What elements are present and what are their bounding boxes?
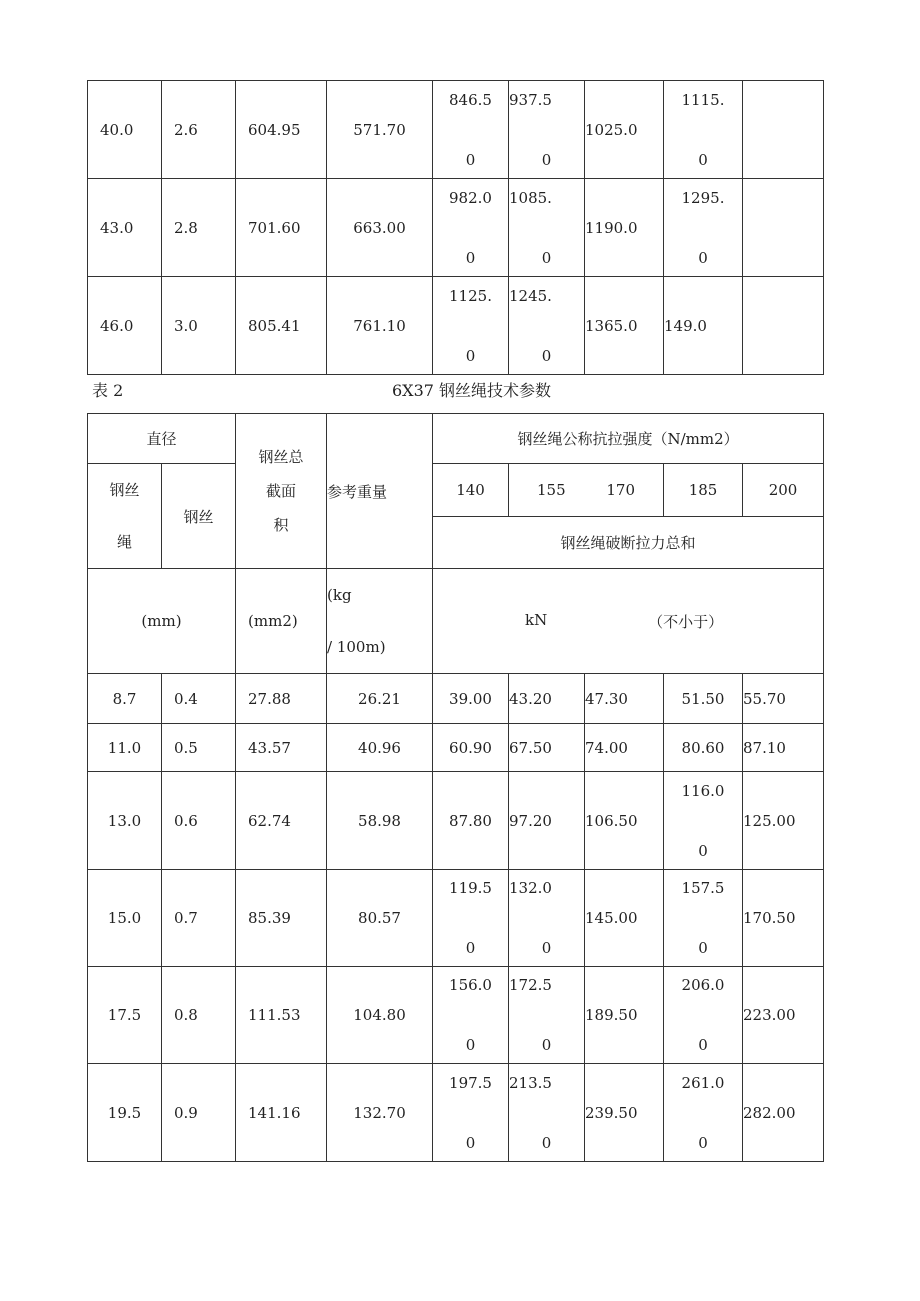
cell-weight: 40.96 [327, 724, 433, 772]
cell-strength-2: 1085. 0 [509, 179, 585, 277]
cell-weight: 58.98 [327, 772, 433, 870]
cell-diameter: 43.0 [88, 179, 162, 277]
table-row [88, 81, 824, 179]
cell-wire: 2.6 [162, 81, 236, 179]
table-continuation [87, 80, 824, 375]
table-row [88, 674, 824, 724]
cell-strength-3: 74.00 [585, 724, 664, 772]
header-weight: 参考重量 [327, 414, 433, 569]
cell-diameter: 15.0 [88, 870, 162, 967]
cell-strength-5: 87.10 [743, 724, 824, 772]
cell-strength-4: 1295. 0 [664, 179, 743, 277]
cell-strength-1: 197.5 0 [433, 1064, 509, 1162]
cell-diameter: 8.7 [88, 674, 162, 724]
header-row [88, 414, 824, 464]
cell-strength-2: 67.50 [509, 724, 585, 772]
cell-strength-1: 156.0 0 [433, 967, 509, 1064]
cell-area: 62.74 [236, 772, 327, 870]
cell-strength-4: 116.0 0 [664, 772, 743, 870]
cell-strength-2: 1245. 0 [509, 277, 585, 375]
cell-strength-4: 157.5 0 [664, 870, 743, 967]
header-grade-155-170: 155 170 [509, 464, 664, 517]
table-row [88, 870, 824, 967]
cell-strength-1: 846.5 0 [433, 81, 509, 179]
unit-weight: (kg / 100m) [327, 569, 433, 674]
cell-weight: 132.70 [327, 1064, 433, 1162]
table-row [88, 724, 824, 772]
unit-area: (mm2) [236, 569, 327, 674]
cell-strength-2: 43.20 [509, 674, 585, 724]
cell-strength-3: 239.50 [585, 1064, 664, 1162]
cell-strength-5: 223.00 [743, 967, 824, 1064]
cell-area: 27.88 [236, 674, 327, 724]
cell-strength-2: 213.5 0 [509, 1064, 585, 1162]
cell-weight: 104.80 [327, 967, 433, 1064]
header-row [88, 464, 824, 517]
cell-area: 141.16 [236, 1064, 327, 1162]
table-row [88, 277, 824, 375]
cell-wire: 3.0 [162, 277, 236, 375]
table-title: 6X37 钢丝绳技术参数 [392, 381, 552, 400]
cell-strength-1: 1125. 0 [433, 277, 509, 375]
cell-strength-4: 261.0 0 [664, 1064, 743, 1162]
cell-strength-1: 87.80 [433, 772, 509, 870]
header-grade-200: 200 [743, 464, 824, 517]
header-breaking-force: 钢丝绳破断拉力总和 [433, 516, 824, 569]
unit-force: kN （不小于） [433, 569, 824, 674]
header-grade-185: 185 [664, 464, 743, 517]
units-row [88, 569, 824, 674]
table-row [88, 967, 824, 1064]
unit-mm: (mm) [88, 569, 236, 674]
cell-area: 85.39 [236, 870, 327, 967]
cell-strength-5: 55.70 [743, 674, 824, 724]
header-strength: 钢丝绳公称抗拉强度（N/mm2） [433, 414, 824, 464]
cell-strength-3: 106.50 [585, 772, 664, 870]
cell-strength-3: 1365.0 [585, 277, 664, 375]
cell-strength-5 [743, 277, 824, 375]
cell-wire: 2.8 [162, 179, 236, 277]
cell-weight: 26.21 [327, 674, 433, 724]
cell-diameter: 17.5 [88, 967, 162, 1064]
cell-weight: 761.10 [327, 277, 433, 375]
cell-area: 604.95 [236, 81, 327, 179]
cell-strength-3: 145.00 [585, 870, 664, 967]
table-row [88, 772, 824, 870]
cell-strength-4: 1115. 0 [664, 81, 743, 179]
cell-strength-2: 132.0 0 [509, 870, 585, 967]
table-caption [92, 378, 822, 400]
header-area: 钢丝总 截面 积 [236, 414, 327, 569]
cell-diameter: 11.0 [88, 724, 162, 772]
cell-weight: 663.00 [327, 179, 433, 277]
cell-strength-5: 170.50 [743, 870, 824, 967]
cell-wire: 0.9 [162, 1064, 236, 1162]
table-6x37-parameters [87, 413, 824, 1162]
cell-strength-2: 172.5 0 [509, 967, 585, 1064]
header-rope: 钢丝 绳 [88, 464, 162, 569]
cell-strength-2: 937.5 0 [509, 81, 585, 179]
cell-strength-4: 80.60 [664, 724, 743, 772]
cell-wire: 0.5 [162, 724, 236, 772]
cell-diameter: 46.0 [88, 277, 162, 375]
cell-strength-3: 47.30 [585, 674, 664, 724]
cell-wire: 0.7 [162, 870, 236, 967]
cell-area: 701.60 [236, 179, 327, 277]
table-row [88, 1064, 824, 1162]
cell-strength-2: 97.20 [509, 772, 585, 870]
cell-strength-4: 206.0 0 [664, 967, 743, 1064]
cell-strength-1: 982.0 0 [433, 179, 509, 277]
cell-strength-3: 1190.0 [585, 179, 664, 277]
table-row [88, 179, 824, 277]
header-wire: 钢丝 [162, 464, 236, 569]
cell-diameter: 40.0 [88, 81, 162, 179]
cell-strength-3: 1025.0 [585, 81, 664, 179]
cell-area: 43.57 [236, 724, 327, 772]
cell-strength-1: 119.5 0 [433, 870, 509, 967]
cell-strength-3: 189.50 [585, 967, 664, 1064]
cell-strength-5 [743, 179, 824, 277]
cell-area: 111.53 [236, 967, 327, 1064]
cell-strength-1: 39.00 [433, 674, 509, 724]
cell-wire: 0.4 [162, 674, 236, 724]
cell-strength-5: 125.00 [743, 772, 824, 870]
cell-weight: 80.57 [327, 870, 433, 967]
cell-wire: 0.8 [162, 967, 236, 1064]
cell-strength-5: 282.00 [743, 1064, 824, 1162]
cell-weight: 571.70 [327, 81, 433, 179]
cell-strength-4: 51.50 [664, 674, 743, 724]
cell-diameter: 19.5 [88, 1064, 162, 1162]
cell-area: 805.41 [236, 277, 327, 375]
header-diameter: 直径 [88, 414, 236, 464]
cell-strength-4: 149.0 [664, 277, 743, 375]
cell-diameter: 13.0 [88, 772, 162, 870]
cell-wire: 0.6 [162, 772, 236, 870]
table-label: 表 2 [92, 381, 124, 400]
cell-strength-5 [743, 81, 824, 179]
cell-strength-1: 60.90 [433, 724, 509, 772]
header-grade-140: 140 [433, 464, 509, 517]
